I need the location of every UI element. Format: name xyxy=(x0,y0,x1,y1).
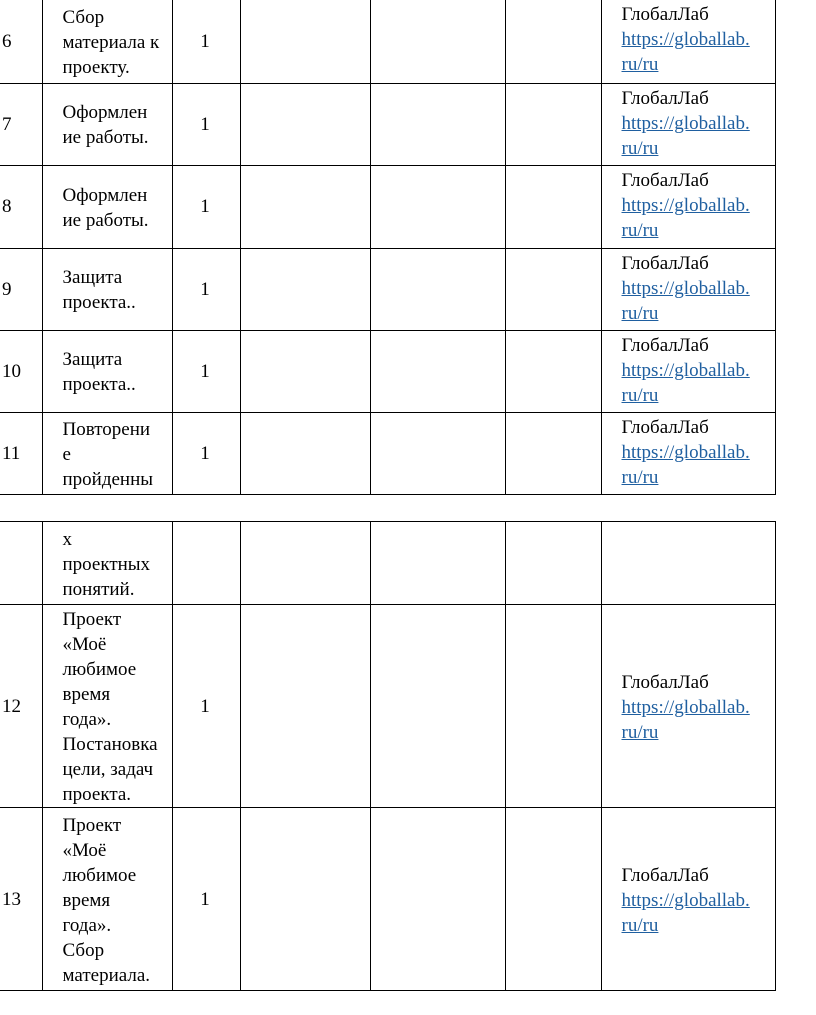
table-body xyxy=(0,522,775,991)
empty-cell xyxy=(370,0,505,83)
table-row xyxy=(0,248,775,330)
topic-line: Проект xyxy=(62,609,122,630)
hours-cell: 1 xyxy=(172,605,240,808)
topic-line: года». xyxy=(62,914,112,936)
curriculum-table-part-1 xyxy=(0,0,776,495)
resource-link[interactable] xyxy=(622,193,773,243)
empty-cell xyxy=(370,808,505,991)
empty-cell xyxy=(505,0,601,83)
topic-line: время xyxy=(62,684,111,705)
empty-cell xyxy=(370,83,505,165)
resource-link-line-2: ru/ru xyxy=(621,54,659,75)
resource-link-line-1: https://globallab. xyxy=(621,277,750,299)
topic-line: Сбор xyxy=(62,6,105,28)
resource-link-line-2: ru/ru xyxy=(621,721,659,743)
topic-cell xyxy=(42,808,172,991)
topic-cell xyxy=(42,522,172,605)
empty-cell xyxy=(370,330,505,412)
row-number: 7 xyxy=(0,83,42,165)
resource-link-line-1: https://globallab. xyxy=(621,441,750,463)
row-number: 8 xyxy=(0,165,42,248)
topic-line: «Моё xyxy=(62,634,107,655)
topic-line: проекта.. xyxy=(62,292,136,313)
empty-cell xyxy=(240,605,370,808)
hours-cell: 1 xyxy=(172,412,240,494)
empty-cell xyxy=(370,412,505,494)
empty-cell xyxy=(505,248,601,330)
resource-name: ГлобалЛаб xyxy=(621,4,709,25)
topic-line: время xyxy=(62,889,111,911)
resource-link[interactable] xyxy=(622,27,773,77)
topic-line: цели, задач xyxy=(62,759,154,780)
empty-cell xyxy=(240,412,370,494)
resource-cell xyxy=(601,0,775,83)
row-number: 9 xyxy=(0,248,42,330)
row-number xyxy=(0,522,42,605)
hours-cell: 1 xyxy=(172,808,240,991)
hours-cell: 1 xyxy=(172,0,240,83)
empty-cell xyxy=(240,0,370,83)
resource-name: ГлобалЛаб xyxy=(621,334,709,356)
topic-line: года». xyxy=(62,709,112,730)
topic-line: х xyxy=(62,528,72,550)
topic-cell xyxy=(42,412,172,494)
hours-cell: 1 xyxy=(172,248,240,330)
resource-link-line-1: https://globallab. xyxy=(621,29,750,50)
topic-line: Оформлен xyxy=(62,102,148,123)
resource-cell xyxy=(601,330,775,412)
empty-cell xyxy=(505,605,601,808)
resource-link-line-1: https://globallab. xyxy=(621,194,750,216)
resource-link[interactable] xyxy=(622,276,773,326)
resource-link-line-1: https://globallab. xyxy=(621,889,750,911)
topic-line: Сбор xyxy=(62,939,105,961)
topic-line: ие работы. xyxy=(62,127,149,148)
resource-name: ГлобалЛаб xyxy=(621,87,709,109)
empty-cell xyxy=(505,808,601,991)
topic-line: проекта.. xyxy=(62,374,136,395)
topic-cell xyxy=(42,605,172,808)
row-number: 11 xyxy=(0,412,42,494)
topic-line: Оформлен xyxy=(62,184,148,206)
topic-line: проекта. xyxy=(62,784,132,805)
empty-cell xyxy=(505,165,601,248)
topic-line: любимое xyxy=(62,864,137,886)
topic-line: Повторени xyxy=(62,418,151,440)
resource-link[interactable] xyxy=(622,440,773,490)
empty-cell xyxy=(601,522,775,605)
topic-cell xyxy=(42,165,172,248)
empty-cell xyxy=(370,522,505,605)
empty-cell xyxy=(240,522,370,605)
topic-line: Проект xyxy=(62,814,122,836)
empty-cell xyxy=(505,330,601,412)
resource-link[interactable] xyxy=(622,111,773,161)
topic-cell xyxy=(42,0,172,83)
resource-cell xyxy=(601,605,775,808)
resource-cell xyxy=(601,165,775,248)
table-row xyxy=(0,412,775,494)
row-number: 13 xyxy=(0,808,42,991)
hours-cell xyxy=(172,522,240,605)
empty-cell xyxy=(505,412,601,494)
resource-name: ГлобалЛаб xyxy=(621,864,709,886)
topic-line: Защита xyxy=(62,349,123,370)
table-row xyxy=(0,165,775,248)
resource-link[interactable] xyxy=(622,695,773,745)
empty-cell xyxy=(240,808,370,991)
topic-line: Постановка xyxy=(62,734,158,755)
curriculum-table-part-2 xyxy=(0,521,776,991)
topic-line: материала. xyxy=(62,964,151,986)
hours-cell: 1 xyxy=(172,83,240,165)
resource-link-line-2: ru/ru xyxy=(621,219,659,241)
resource-link-line-2: ru/ru xyxy=(621,914,659,936)
resource-cell xyxy=(601,412,775,494)
empty-cell xyxy=(505,522,601,605)
row-number: 10 xyxy=(0,330,42,412)
topic-line: е xyxy=(62,443,71,465)
resource-link-line-2: ru/ru xyxy=(621,466,659,488)
topic-line: понятий. xyxy=(62,578,135,600)
resource-link-line-1: https://globallab. xyxy=(621,112,750,134)
topic-line: материала к xyxy=(62,31,160,53)
topic-line: пройденны xyxy=(62,468,154,490)
topic-cell xyxy=(42,83,172,165)
empty-cell xyxy=(370,248,505,330)
resource-name: ГлобалЛаб xyxy=(621,252,709,274)
table-row xyxy=(0,605,775,808)
table-row xyxy=(0,330,775,412)
resource-link-line-2: ru/ru xyxy=(621,302,659,324)
topic-line: проектных xyxy=(62,553,151,575)
table-row xyxy=(0,0,775,83)
resource-link[interactable] xyxy=(622,888,773,938)
topic-line: Защита xyxy=(62,267,123,288)
topic-cell xyxy=(42,248,172,330)
empty-cell xyxy=(240,83,370,165)
topic-line: любимое xyxy=(62,659,137,680)
resource-cell xyxy=(601,808,775,991)
empty-cell xyxy=(240,330,370,412)
resource-link-line-1: https://globallab. xyxy=(621,696,750,718)
table-body xyxy=(0,0,775,494)
topic-line: проекту. xyxy=(62,56,130,78)
resource-name: ГлобалЛаб xyxy=(621,416,709,438)
empty-cell xyxy=(370,605,505,808)
resource-cell xyxy=(601,83,775,165)
table-row-continuation xyxy=(0,522,775,605)
topic-line: ие работы. xyxy=(62,209,149,231)
topic-line: «Моё xyxy=(62,839,107,861)
resource-link[interactable] xyxy=(622,358,773,408)
empty-cell xyxy=(240,165,370,248)
table-row xyxy=(0,808,775,991)
empty-cell xyxy=(240,248,370,330)
resource-name: ГлобалЛаб xyxy=(621,169,709,191)
resource-link-line-2: ru/ru xyxy=(621,137,659,159)
topic-cell xyxy=(42,330,172,412)
empty-cell xyxy=(370,165,505,248)
row-number: 12 xyxy=(0,605,42,808)
hours-cell: 1 xyxy=(172,330,240,412)
empty-cell xyxy=(505,83,601,165)
row-number: 6 xyxy=(0,0,42,83)
resource-cell xyxy=(601,248,775,330)
resource-link-line-1: https://globallab. xyxy=(621,359,750,381)
hours-cell: 1 xyxy=(172,165,240,248)
resource-name: ГлобалЛаб xyxy=(621,671,709,693)
table-row xyxy=(0,83,775,165)
resource-link-line-2: ru/ru xyxy=(621,384,659,406)
